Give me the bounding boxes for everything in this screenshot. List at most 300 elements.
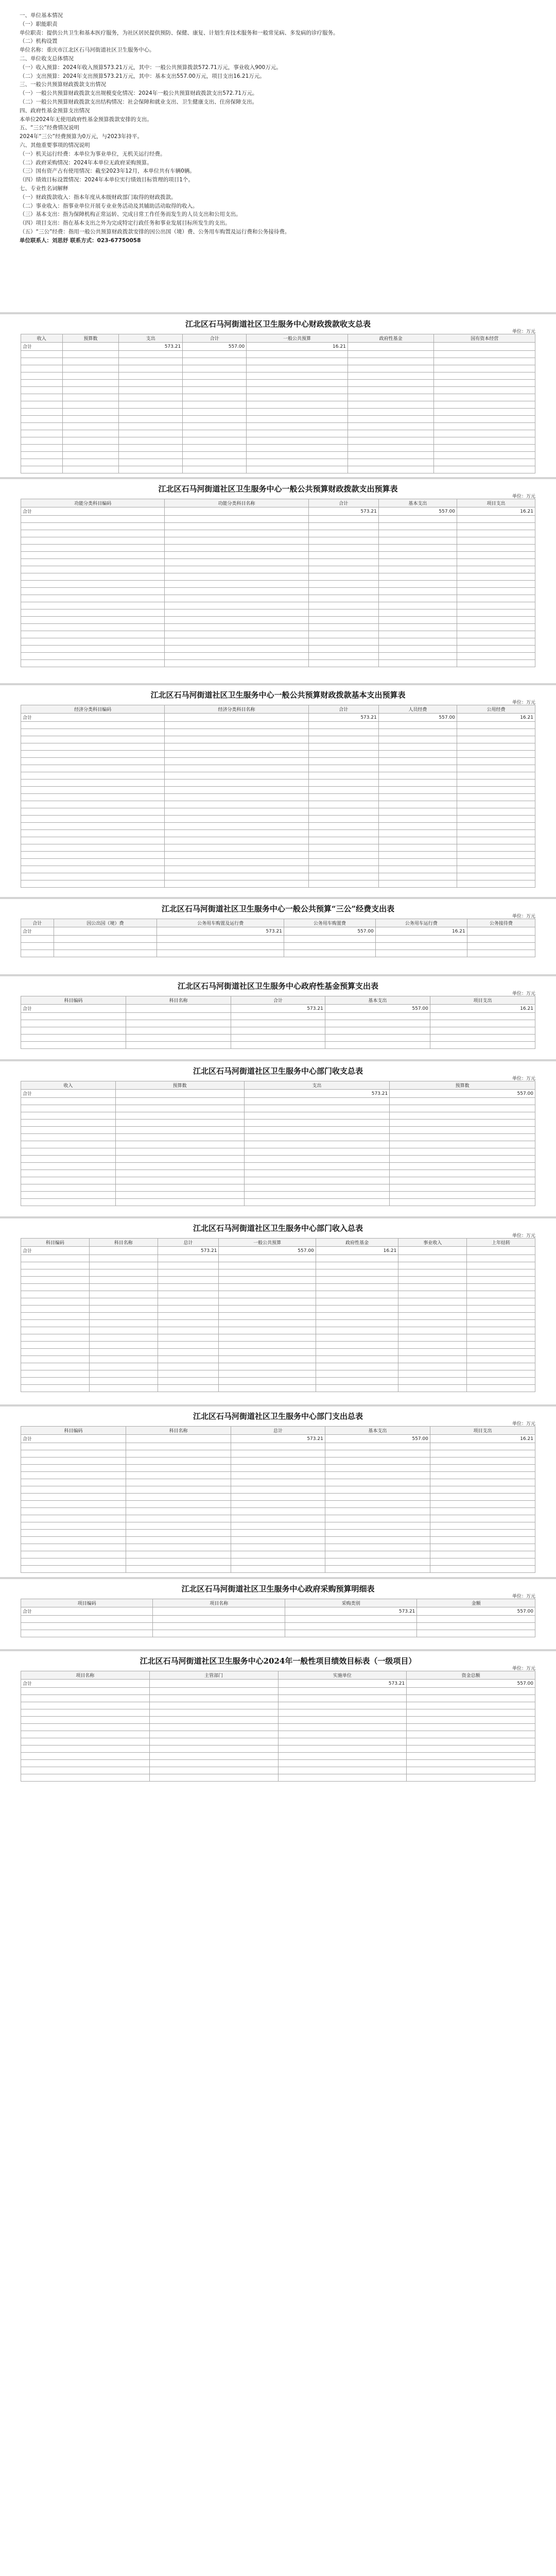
- table-cell: [115, 1105, 244, 1112]
- column-header: 项目支出: [430, 996, 535, 1005]
- table-cell: [467, 1356, 535, 1363]
- table-cell: [308, 646, 378, 653]
- table-row: [21, 573, 535, 581]
- table-cell: [231, 1486, 325, 1494]
- table-cell: [325, 1472, 430, 1479]
- table-cell: [126, 1551, 231, 1558]
- table-cell: [308, 729, 378, 736]
- table-cell: [430, 1501, 535, 1508]
- table-cell: [21, 1120, 116, 1127]
- table-cell: [457, 638, 535, 646]
- table-cell: 557.00: [183, 343, 247, 351]
- table-row: [21, 1435, 535, 1443]
- budget-explanation-text: [20, 11, 534, 245]
- table-cell: [219, 1363, 316, 1370]
- table-row: [21, 1342, 535, 1349]
- table-cell: [89, 1334, 158, 1342]
- table-cell: [165, 660, 308, 667]
- table-row: [21, 1767, 535, 1774]
- table-cell: [62, 380, 119, 387]
- table-cell: [62, 358, 119, 365]
- table-cell: [457, 617, 535, 624]
- table-cell: [407, 1688, 535, 1695]
- table-cell: [378, 516, 457, 523]
- intro-line: （五）“三公”经费：指用一般公共预算财政拨款安排的因公出国（境）费、公务用车购置及运行费和公务接待费。: [20, 228, 290, 235]
- table-cell: [467, 1255, 535, 1262]
- table-cell: 16.21: [457, 714, 535, 722]
- table-cell: [149, 1767, 278, 1774]
- table-row: [21, 1501, 535, 1508]
- table-cell: [247, 437, 348, 445]
- table-cell: [21, 624, 165, 631]
- table-cell: [457, 837, 535, 844]
- intro-line: （二）一般公共预算财政拨款支出结构情况：社会保障和就业支出、卫生健康支出、住房保障支出。: [20, 98, 257, 105]
- table-cell: [62, 445, 119, 452]
- table-cell: [165, 646, 308, 653]
- table-cell: [149, 1731, 278, 1738]
- table-cell: [378, 880, 457, 888]
- table-cell: [62, 430, 119, 437]
- unit-label: 单位：万元: [512, 700, 535, 705]
- table-cell: [247, 445, 348, 452]
- column-header: 一般公共预算: [247, 334, 348, 343]
- table-cell: [308, 545, 378, 552]
- table-cell: [308, 852, 378, 859]
- section-divider: [0, 683, 556, 685]
- table-cell: [21, 1472, 126, 1479]
- table-row: [21, 1370, 535, 1378]
- table-cell: [247, 387, 348, 394]
- table-cell: [165, 722, 308, 729]
- table-cell: [165, 743, 308, 751]
- section-divider: [0, 1059, 556, 1061]
- table-cell: [21, 787, 165, 794]
- table-cell: [115, 1156, 244, 1163]
- column-header: 项目名称: [21, 1671, 150, 1680]
- table-cell: [158, 1269, 219, 1277]
- table-cell: [375, 943, 467, 950]
- table-cell: [348, 372, 434, 380]
- table-cell: 557.00: [284, 927, 375, 936]
- intro-line: 二、单位收支总体情况: [20, 55, 74, 62]
- table-cell: [165, 873, 308, 880]
- table-cell: [183, 430, 247, 437]
- table-cell: [434, 430, 535, 437]
- table-cell: [119, 380, 183, 387]
- table-cell: [21, 653, 165, 660]
- table-cell: [21, 1277, 90, 1284]
- table-cell: [325, 1479, 430, 1486]
- table-row: [21, 1544, 535, 1551]
- table-cell: [153, 1623, 285, 1630]
- table-row: [21, 787, 535, 794]
- table-cell: [325, 1494, 430, 1501]
- table-row: [21, 1349, 535, 1356]
- table-cell: [165, 588, 308, 595]
- table-cell: 合计: [21, 927, 54, 936]
- table-cell: [62, 459, 119, 466]
- table-cell: [467, 927, 535, 936]
- table-cell: [308, 653, 378, 660]
- table-row: [21, 445, 535, 452]
- table-cell: [378, 581, 457, 588]
- table-row: [21, 581, 535, 588]
- table-cell: [390, 1148, 535, 1156]
- table-row: [21, 736, 535, 743]
- budget-table: [21, 334, 535, 473]
- table-cell: [158, 1291, 219, 1298]
- table-title: 江北区石马河街道社区卫生服务中心政府采购预算明细表: [181, 1584, 375, 1594]
- table-cell: [21, 646, 165, 653]
- table-cell: [308, 873, 378, 880]
- table-cell: [165, 624, 308, 631]
- table-cell: [115, 1127, 244, 1134]
- column-header: 合计: [308, 705, 378, 714]
- table-cell: [89, 1255, 158, 1262]
- table-cell: [457, 660, 535, 667]
- table-cell: [457, 545, 535, 552]
- table-cell: [21, 1479, 126, 1486]
- unit-label: 单位：万元: [512, 914, 535, 919]
- table-cell: [398, 1291, 467, 1298]
- table-cell: [219, 1306, 316, 1313]
- column-header: 上年结转: [467, 1239, 535, 1247]
- table-cell: [434, 394, 535, 401]
- table-cell: [119, 358, 183, 365]
- table-cell: [457, 523, 535, 530]
- table-cell: [457, 516, 535, 523]
- table-cell: [231, 1458, 325, 1465]
- table-cell: [457, 736, 535, 743]
- table-cell: [390, 1184, 535, 1192]
- table-row: [21, 1156, 535, 1163]
- table-cell: [325, 1508, 430, 1515]
- table-cell: [115, 1112, 244, 1120]
- table-cell: [348, 358, 434, 365]
- table-cell: [467, 1277, 535, 1284]
- table-cell: [407, 1709, 535, 1717]
- table-cell: [21, 1717, 150, 1724]
- table-cell: [115, 1170, 244, 1177]
- table-cell: [457, 823, 535, 830]
- table-row: [21, 1760, 535, 1767]
- table-row: [21, 1378, 535, 1385]
- table-cell: [21, 1738, 150, 1745]
- table-cell: [308, 779, 378, 787]
- table-cell: [89, 1320, 158, 1327]
- table-cell: [165, 631, 308, 638]
- table-cell: [457, 743, 535, 751]
- table-cell: [21, 1356, 90, 1363]
- table-cell: [457, 808, 535, 816]
- table-cell: [378, 638, 457, 646]
- table-cell: [348, 459, 434, 466]
- table-cell: [119, 401, 183, 409]
- table-cell: [115, 1148, 244, 1156]
- table-cell: [407, 1731, 535, 1738]
- intro-line: 七、专业性名词解释: [20, 185, 68, 192]
- table-cell: [21, 380, 63, 387]
- table-cell: [467, 1385, 535, 1392]
- column-header: 基本支出: [325, 1427, 430, 1435]
- table-cell: [430, 1027, 535, 1035]
- table-cell: [158, 1334, 219, 1342]
- table-cell: [378, 844, 457, 852]
- table-cell: [21, 1020, 126, 1027]
- table-cell: [247, 423, 348, 430]
- table-row: [21, 1753, 535, 1760]
- table-cell: [21, 1027, 126, 1035]
- table-cell: [149, 1702, 278, 1709]
- table-cell: [378, 523, 457, 530]
- table-cell: [325, 1458, 430, 1465]
- table-title: 江北区石马河街道社区卫生服务中心一般公共预算财政拨款基本支出预算表: [150, 690, 406, 700]
- intro-line: 本单位2024年无使用政府性基金预算拨款安排的支出。: [20, 116, 152, 123]
- unit-label: 单位：万元: [512, 1421, 535, 1427]
- column-header: 收入: [21, 334, 63, 343]
- table-cell: [21, 588, 165, 595]
- table-cell: [467, 1378, 535, 1385]
- table-cell: [219, 1385, 316, 1392]
- table-cell: [457, 588, 535, 595]
- table-cell: [398, 1378, 467, 1385]
- table-cell: 合计: [21, 1005, 126, 1013]
- table-cell: [89, 1284, 158, 1291]
- table-row: [21, 943, 535, 950]
- table-cell: [457, 859, 535, 866]
- table-cell: [457, 552, 535, 559]
- table-cell: [183, 445, 247, 452]
- table-cell: [407, 1738, 535, 1745]
- table-cell: [165, 653, 308, 660]
- table-row: [21, 430, 535, 437]
- table-row: [21, 852, 535, 859]
- table-cell: [247, 416, 348, 423]
- table-cell: [126, 1435, 231, 1443]
- table-row: [21, 1284, 535, 1291]
- table-cell: [21, 1774, 150, 1782]
- table-row: [21, 559, 535, 566]
- column-header: 项目支出: [430, 1427, 535, 1435]
- table-cell: [325, 1537, 430, 1544]
- table-cell: [21, 1105, 116, 1112]
- table-cell: [398, 1247, 467, 1255]
- table-cell: [325, 1443, 430, 1450]
- column-header: 经济分类科目名称: [165, 705, 308, 714]
- table-row: [21, 1148, 535, 1156]
- table-cell: [89, 1247, 158, 1255]
- table-row: [21, 1120, 535, 1127]
- table-cell: [398, 1342, 467, 1349]
- table-cell: [158, 1262, 219, 1269]
- table-cell: 573.21: [308, 507, 378, 516]
- table-cell: [119, 394, 183, 401]
- table-cell: [219, 1255, 316, 1262]
- table-cell: [247, 372, 348, 380]
- column-header: 预算数: [115, 1081, 244, 1090]
- table-cell: [62, 343, 119, 351]
- table-cell: [115, 1098, 244, 1105]
- table-cell: [247, 351, 348, 358]
- table-cell: 16.21: [375, 927, 467, 936]
- table-cell: [244, 1120, 390, 1127]
- table-cell: 16.21: [430, 1435, 535, 1443]
- table-cell: [378, 660, 457, 667]
- table-cell: 16.21: [430, 1005, 535, 1013]
- column-header: 一般公共预算: [219, 1239, 316, 1247]
- table-title: 江北区石马河街道社区卫生服务中心一般公共预算“三公”经费支出表: [161, 904, 395, 913]
- table-cell: [21, 1760, 150, 1767]
- table-cell: [157, 936, 284, 943]
- table-row: [21, 1724, 535, 1731]
- table-row: [21, 1738, 535, 1745]
- table-cell: [89, 1356, 158, 1363]
- table-cell: [165, 823, 308, 830]
- table-cell: [21, 545, 165, 552]
- table-cell: [308, 823, 378, 830]
- unit-label: 单位：万元: [512, 329, 535, 334]
- table-cell: [115, 1199, 244, 1206]
- table-cell: [434, 358, 535, 365]
- table-cell: [21, 772, 165, 779]
- table-cell: [378, 588, 457, 595]
- table-title: 江北区石马河街道社区卫生服务中心一般公共预算财政拨款支出预算表: [158, 484, 398, 494]
- table-cell: [158, 1378, 219, 1385]
- table-cell: [62, 423, 119, 430]
- table-cell: [398, 1284, 467, 1291]
- table-cell: 573.21: [231, 1005, 325, 1013]
- table-cell: 557.00: [417, 1607, 535, 1616]
- table-cell: [119, 452, 183, 459]
- table-cell: [165, 880, 308, 888]
- table-cell: [430, 1479, 535, 1486]
- table-cell: 573.21: [231, 1435, 325, 1443]
- table-cell: [390, 1120, 535, 1127]
- table-cell: [115, 1192, 244, 1199]
- table-cell: [165, 530, 308, 537]
- table-row: [21, 837, 535, 844]
- table-cell: [219, 1298, 316, 1306]
- table-cell: [457, 880, 535, 888]
- table-cell: [316, 1363, 398, 1370]
- table-cell: [158, 1363, 219, 1370]
- table-cell: [378, 653, 457, 660]
- table-cell: [21, 1558, 126, 1566]
- table-row: [21, 823, 535, 830]
- table-cell: [457, 631, 535, 638]
- table-row: [21, 523, 535, 530]
- table-cell: [219, 1262, 316, 1269]
- table-cell: [21, 1702, 150, 1709]
- table-cell: [89, 1385, 158, 1392]
- table-cell: [21, 1616, 153, 1623]
- table-cell: [378, 602, 457, 609]
- table-cell: [115, 1184, 244, 1192]
- table-cell: [165, 523, 308, 530]
- table-cell: [158, 1370, 219, 1378]
- table-row: [21, 830, 535, 837]
- table-cell: [21, 387, 63, 394]
- table-cell: [21, 351, 63, 358]
- table-cell: [115, 1120, 244, 1127]
- table-cell: [231, 1020, 325, 1027]
- table-row: [21, 1320, 535, 1327]
- table-cell: [21, 358, 63, 365]
- table-cell: [165, 787, 308, 794]
- intro-line: （一）一般公共预算财政拨款支出规模变化情况：2024年一般公共预算财政拨款支出572.71万元。: [20, 90, 258, 97]
- table-cell: [278, 1717, 407, 1724]
- table-cell: [231, 1465, 325, 1472]
- table-row: [21, 1450, 535, 1458]
- table-cell: [398, 1306, 467, 1313]
- table-cell: [126, 1494, 231, 1501]
- table-cell: [21, 1458, 126, 1465]
- table-cell: [308, 830, 378, 837]
- table-cell: [467, 943, 535, 950]
- table-cell: [126, 1479, 231, 1486]
- table-cell: [165, 537, 308, 545]
- table-row: [21, 859, 535, 866]
- table-row: [21, 423, 535, 430]
- table-cell: [375, 936, 467, 943]
- table-cell: [165, 516, 308, 523]
- table-cell: 合计: [21, 1435, 126, 1443]
- table-cell: [21, 617, 165, 624]
- table-cell: [183, 423, 247, 430]
- table-cell: [308, 617, 378, 624]
- table-cell: [278, 1709, 407, 1717]
- table-cell: [62, 351, 119, 358]
- table-cell: [119, 423, 183, 430]
- table-cell: [21, 459, 63, 466]
- table-cell: [316, 1284, 398, 1291]
- table-cell: [457, 602, 535, 609]
- table-cell: [62, 466, 119, 473]
- table-cell: [244, 1134, 390, 1141]
- table-cell: [126, 1013, 231, 1020]
- table-cell: [398, 1313, 467, 1320]
- table-cell: [165, 602, 308, 609]
- table-row: [21, 631, 535, 638]
- table-cell: [278, 1745, 407, 1753]
- table-cell: [158, 1356, 219, 1363]
- table-row: [21, 1479, 535, 1486]
- table-cell: [467, 950, 535, 957]
- table-cell: [21, 394, 63, 401]
- table-cell: [467, 1370, 535, 1378]
- table-cell: [21, 837, 165, 844]
- table-cell: [378, 552, 457, 559]
- table-cell: [149, 1753, 278, 1760]
- table-cell: [378, 609, 457, 617]
- column-header: 国有资本经营: [434, 334, 535, 343]
- table-cell: [325, 1013, 430, 1020]
- table-row: [21, 844, 535, 852]
- table-cell: [115, 1141, 244, 1148]
- table-cell: [149, 1760, 278, 1767]
- table-cell: [89, 1349, 158, 1356]
- table-cell: [62, 409, 119, 416]
- table-cell: [231, 1558, 325, 1566]
- table-cell: [284, 936, 375, 943]
- table-row: [21, 1141, 535, 1148]
- column-header: 功能分类科目编码: [21, 499, 165, 507]
- table-cell: [348, 466, 434, 473]
- intro-line: 三、一般公共预算财政拨款支出情况: [20, 81, 106, 88]
- table-cell: [398, 1262, 467, 1269]
- table-cell: [308, 581, 378, 588]
- column-header: 支出: [119, 334, 183, 343]
